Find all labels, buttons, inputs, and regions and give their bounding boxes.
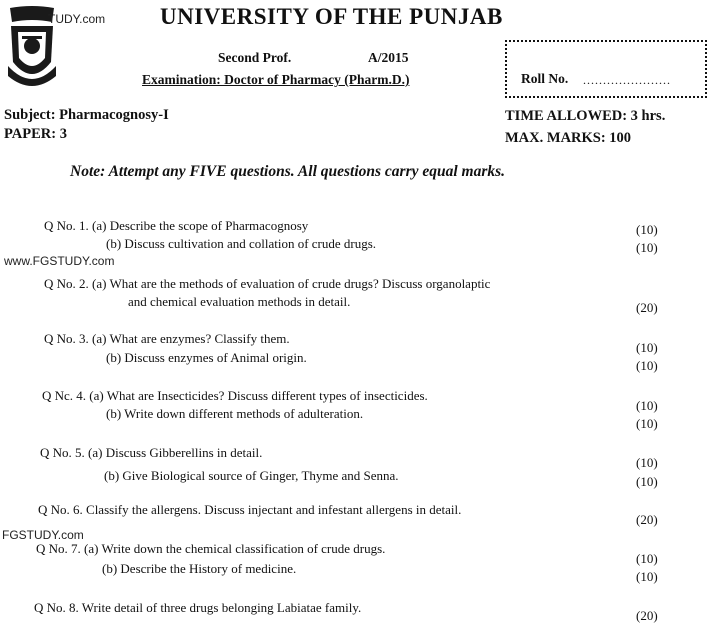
question-6-marks: (20) — [636, 512, 658, 527]
question-4a-marks: (10) — [636, 398, 658, 413]
watermark-middle: www.FGSTUDY.com — [4, 254, 115, 268]
question-2-marks: (20) — [636, 300, 658, 315]
question-7a-marks: (10) — [636, 551, 658, 566]
paper-label: PAPER: 3 — [4, 126, 67, 142]
question-2a-continued: and chemical evaluation methods in detail. — [128, 294, 351, 309]
examination-title: Examination: Doctor of Pharmacy (Pharm.D.) — [142, 72, 410, 87]
question-8: Q No. 8. Write detail of three drugs belonging Labiatae family. — [34, 600, 362, 615]
question-4a: Q Nc. 4. (a) What are Insecticides? Discuss different types of insecticides. — [42, 388, 428, 403]
question-5b-marks: (10) — [636, 474, 658, 489]
watermark-bottom: FGSTUDY.com — [2, 528, 84, 542]
question-4b-marks: (10) — [636, 416, 658, 431]
roll-number-box — [505, 40, 707, 98]
watermark-top: TUDY.com — [48, 12, 106, 26]
max-marks: MAX. MARKS: 100 — [505, 130, 632, 146]
question-1b: (b) Discuss cultivation and collation of crude drugs. — [106, 236, 377, 251]
question-5b: (b) Give Biological source of Ginger, Thyme and Senna. — [104, 468, 399, 483]
university-title: UNIVERSITY OF THE PUNJAB — [160, 4, 503, 29]
session-label: A/2015 — [368, 50, 409, 65]
roll-number-label: Roll No. — [521, 71, 569, 86]
question-3a: Q No. 3. (a) What are enzymes? Classify them. — [44, 331, 290, 346]
roll-number-field[interactable]: ...................... — [583, 73, 671, 87]
question-5a: Q No. 5. (a) Discuss Gibberellins in detail. — [40, 445, 263, 460]
question-6: Q No. 6. Classify the allergens. Discuss injectant and infestant allergens in detail. — [38, 502, 462, 517]
question-7a: Q No. 7. (a) Write down the chemical classification of crude drugs. — [36, 541, 386, 556]
question-8-marks: (20) — [636, 608, 658, 623]
question-4b: (b) Write down different methods of adulteration. — [106, 406, 364, 421]
subject-label: Subject: Pharmacognosy-I — [4, 107, 169, 123]
question-7b: (b) Describe the History of medicine. — [102, 561, 297, 576]
time-allowed: TIME ALLOWED: 3 hrs. — [505, 108, 666, 124]
question-1a-marks: (10) — [636, 222, 658, 237]
question-1b-marks: (10) — [636, 240, 658, 255]
instructions-note: Note: Attempt any FIVE questions. All questions carry equal marks. — [70, 163, 506, 180]
question-7b-marks: (10) — [636, 569, 658, 584]
prof-label: Second Prof. — [218, 50, 292, 65]
question-5a-marks: (10) — [636, 455, 658, 470]
question-3a-marks: (10) — [636, 340, 658, 355]
question-2a: Q No. 2. (a) What are the methods of evaluation of crude drugs? Discuss organolaptic — [44, 276, 491, 291]
question-3b-marks: (10) — [636, 358, 658, 373]
question-3b: (b) Discuss enzymes of Animal origin. — [106, 350, 307, 365]
question-1a: Q No. 1. (a) Describe the scope of Pharmacognosy — [44, 218, 309, 233]
